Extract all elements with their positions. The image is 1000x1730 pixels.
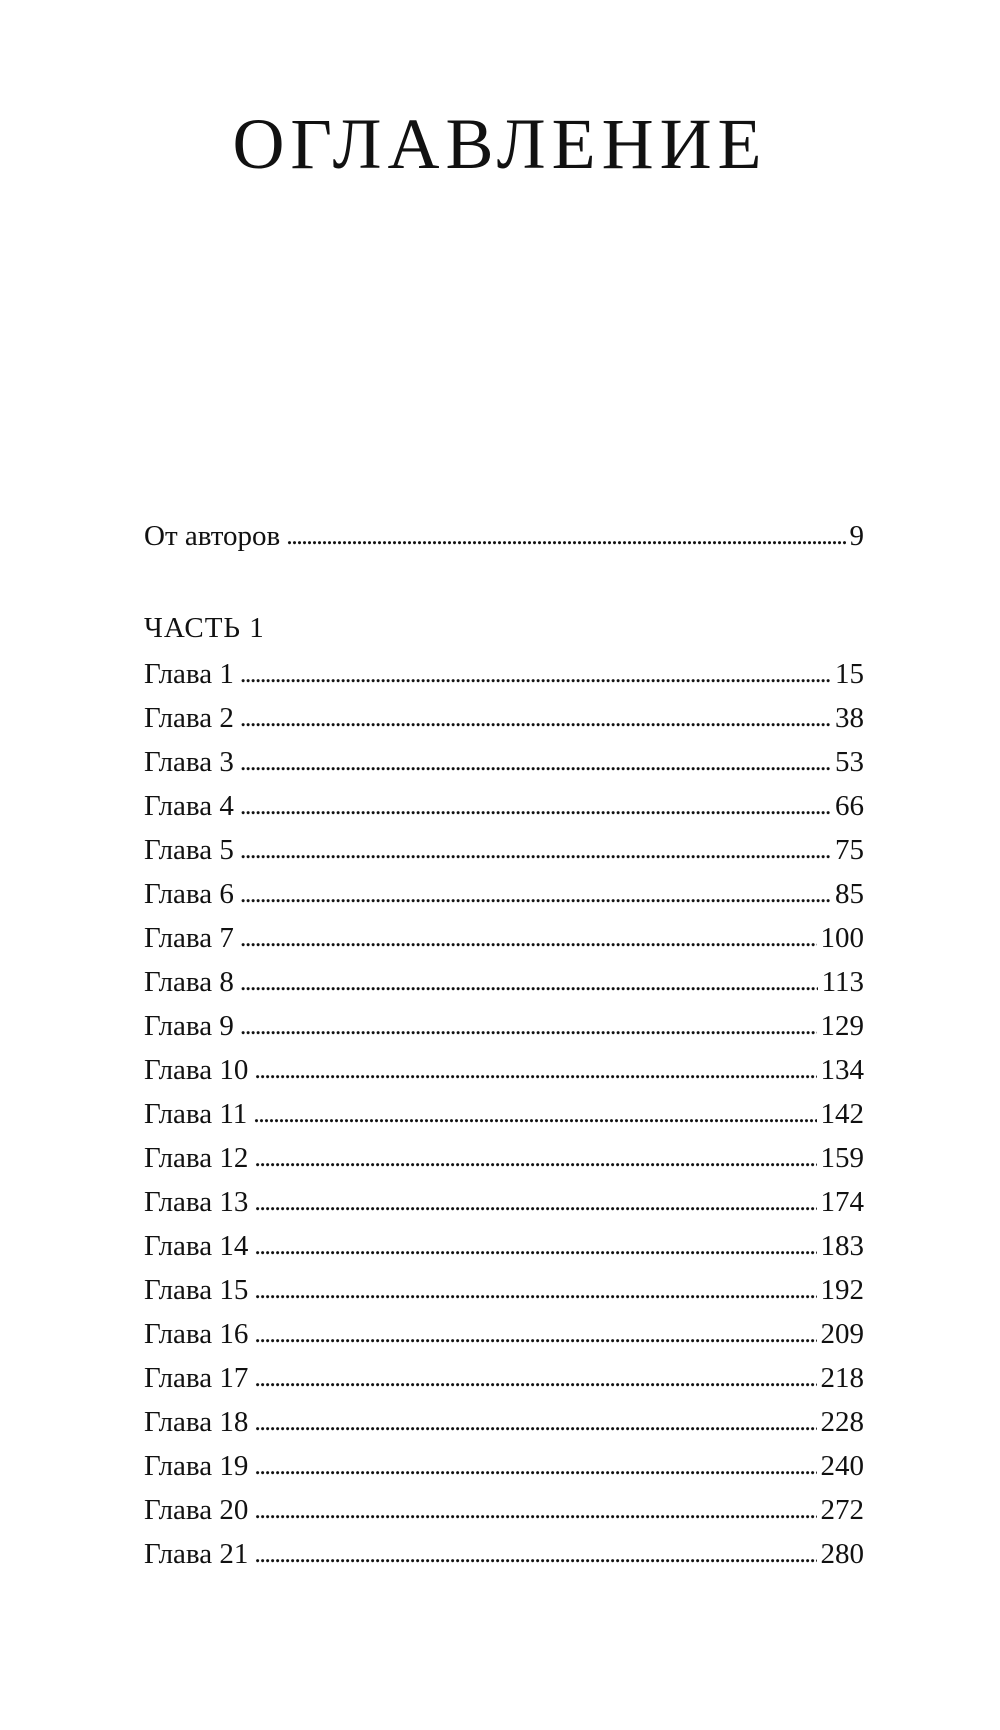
toc-entry-page: 53 bbox=[835, 746, 864, 778]
dot-leader bbox=[240, 784, 831, 828]
toc-entry-page: 183 bbox=[820, 1230, 864, 1262]
toc-entry-label: Глава 15 bbox=[144, 1274, 249, 1306]
toc-entry-chapter[interactable] bbox=[144, 1048, 864, 1092]
toc-entry-chapter[interactable] bbox=[144, 696, 864, 740]
dot-leader bbox=[240, 960, 818, 1004]
dot-leader bbox=[254, 1356, 816, 1400]
toc-entry-page: 15 bbox=[835, 658, 864, 690]
toc-entry-page: 75 bbox=[835, 834, 864, 866]
dot-leader bbox=[254, 1268, 816, 1312]
toc-entry-label: Глава 21 bbox=[144, 1538, 249, 1570]
toc-entry-chapter[interactable] bbox=[144, 872, 864, 916]
toc-entry-label: Глава 19 bbox=[144, 1450, 249, 1482]
toc-entry-page: 174 bbox=[820, 1186, 864, 1218]
toc-entry-label: Глава 14 bbox=[144, 1230, 249, 1262]
toc-entry-chapter[interactable] bbox=[144, 1092, 864, 1136]
toc-entry-page: 134 bbox=[820, 1054, 864, 1086]
toc-entry-label: Глава 16 bbox=[144, 1318, 249, 1350]
toc-entry-chapter[interactable] bbox=[144, 916, 864, 960]
toc-entry-page: 85 bbox=[835, 878, 864, 910]
toc-entry-page: 218 bbox=[820, 1362, 864, 1394]
toc-entry-chapter[interactable] bbox=[144, 652, 864, 696]
dot-leader bbox=[254, 1224, 816, 1268]
toc-entry-label: Глава 17 bbox=[144, 1362, 249, 1394]
toc-entry-page: 100 bbox=[820, 922, 864, 954]
table-of-contents bbox=[144, 500, 864, 1576]
dot-leader bbox=[240, 916, 817, 960]
toc-entry-chapter[interactable] bbox=[144, 828, 864, 872]
toc-entry-label: Глава 3 bbox=[144, 746, 234, 778]
dot-leader bbox=[240, 872, 831, 916]
toc-entry-page: 113 bbox=[821, 966, 864, 998]
toc-entry-label: Глава 4 bbox=[144, 790, 234, 822]
toc-entry-intro[interactable] bbox=[144, 508, 864, 564]
dot-leader bbox=[240, 740, 831, 784]
toc-entry-label: Глава 1 bbox=[144, 658, 234, 690]
dot-leader bbox=[240, 696, 831, 740]
dot-leader bbox=[254, 1048, 816, 1092]
toc-entry-chapter[interactable] bbox=[144, 1488, 864, 1532]
toc-entry-label: Глава 20 bbox=[144, 1494, 249, 1526]
toc-entry-label: Глава 6 bbox=[144, 878, 234, 910]
toc-entry-page: 129 bbox=[820, 1010, 864, 1042]
toc-entry-label: Глава 2 bbox=[144, 702, 234, 734]
toc-entry-page: 9 bbox=[849, 520, 864, 552]
page-title: ОГЛАВЛЕНИЕ bbox=[232, 104, 768, 184]
dot-leader bbox=[253, 1092, 816, 1136]
toc-entry-page: 272 bbox=[820, 1494, 864, 1526]
toc-entry-label: От авторов bbox=[144, 520, 281, 552]
toc-entry-page: 209 bbox=[820, 1318, 864, 1350]
toc-entry-chapter[interactable] bbox=[144, 1532, 864, 1576]
toc-entry-label: Глава 12 bbox=[144, 1142, 249, 1174]
toc-entry-chapter[interactable] bbox=[144, 1356, 864, 1400]
toc-entry-label: Глава 10 bbox=[144, 1054, 249, 1086]
toc-entry-chapter[interactable] bbox=[144, 1224, 864, 1268]
toc-entry-page: 192 bbox=[820, 1274, 864, 1306]
dot-leader bbox=[254, 1180, 816, 1224]
toc-entry-label: Глава 8 bbox=[144, 966, 234, 998]
toc-entry-chapter[interactable] bbox=[144, 1400, 864, 1444]
toc-entry-chapter[interactable] bbox=[144, 960, 864, 1004]
toc-entry-chapter[interactable] bbox=[144, 784, 864, 828]
toc-entry-label: Глава 13 bbox=[144, 1186, 249, 1218]
toc-entry-label: Глава 18 bbox=[144, 1406, 249, 1438]
dot-leader bbox=[254, 1488, 816, 1532]
toc-entry-chapter[interactable] bbox=[144, 1268, 864, 1312]
toc-entry-page: 240 bbox=[820, 1450, 864, 1482]
dot-leader bbox=[254, 1312, 816, 1356]
toc-entry-page: 159 bbox=[820, 1142, 864, 1174]
dot-leader bbox=[254, 1532, 816, 1576]
dot-leader bbox=[286, 508, 845, 564]
toc-entry-chapter[interactable] bbox=[144, 1004, 864, 1048]
toc-entry-chapter[interactable] bbox=[144, 740, 864, 784]
toc-entry-label: Глава 9 bbox=[144, 1010, 234, 1042]
dot-leader bbox=[254, 1400, 816, 1444]
dot-leader bbox=[240, 1004, 817, 1048]
toc-entry-label: Глава 5 bbox=[144, 834, 234, 866]
toc-entry-page: 228 bbox=[820, 1406, 864, 1438]
dot-leader bbox=[254, 1444, 816, 1488]
part-heading: ЧАСТЬ 1 bbox=[144, 612, 265, 644]
chapter-list bbox=[144, 652, 864, 1576]
dot-leader bbox=[240, 652, 831, 696]
dot-leader bbox=[254, 1136, 816, 1180]
toc-entry-page: 66 bbox=[835, 790, 864, 822]
toc-entry-chapter[interactable] bbox=[144, 1444, 864, 1488]
toc-entry-label: Глава 11 bbox=[144, 1098, 248, 1130]
toc-entry-page: 280 bbox=[820, 1538, 864, 1570]
toc-entry-page: 142 bbox=[820, 1098, 864, 1130]
toc-entry-chapter[interactable] bbox=[144, 1136, 864, 1180]
toc-entry-chapter[interactable] bbox=[144, 1312, 864, 1356]
toc-entry-chapter[interactable] bbox=[144, 1180, 864, 1224]
dot-leader bbox=[240, 828, 831, 872]
toc-entry-page: 38 bbox=[835, 702, 864, 734]
toc-entry-label: Глава 7 bbox=[144, 922, 234, 954]
